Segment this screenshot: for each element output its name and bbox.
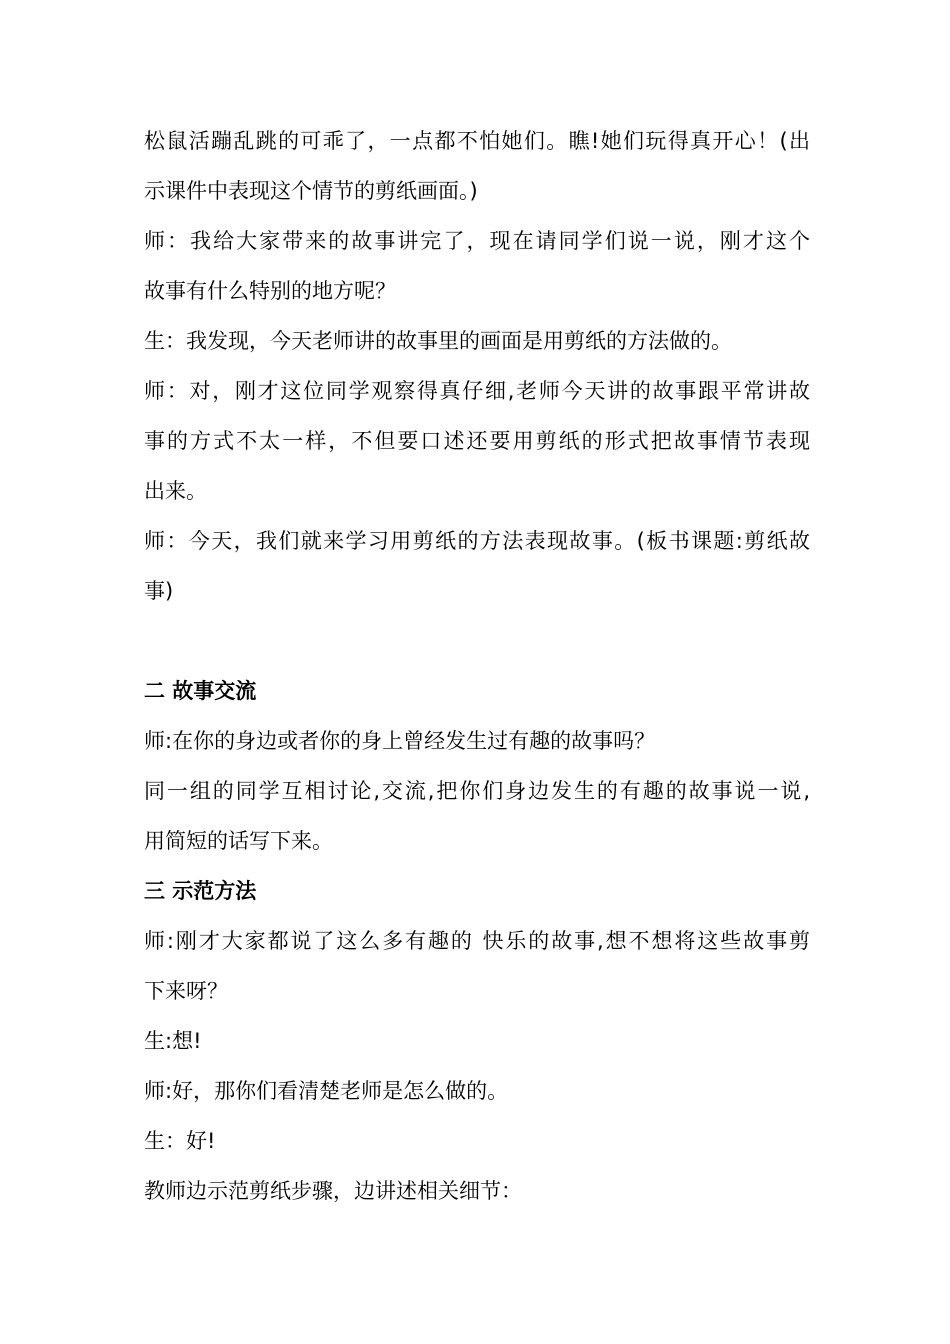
blank-line (144, 616, 810, 666)
paragraph-line: 松鼠活蹦乱跳的可乖了，一点都不怕她们。瞧!她们玩得真开心！(出 (144, 129, 810, 153)
dialogue-line: 师:刚才大家都说了这么多有趣的 快乐的故事,想不想将这些故事剪 (144, 929, 810, 953)
dialogue-line: 师：对，刚才这位同学观察得真仔细,老师今天讲的故事跟平常讲故 (144, 379, 810, 403)
dialogue-line: 师:好，那你们看清楚老师是怎么做的。 (144, 1079, 509, 1103)
dialogue-line: 事) (144, 579, 174, 603)
section-heading: 三 示范方法 (144, 879, 257, 903)
section-heading: 二 故事交流 (144, 679, 257, 703)
dialogue-line: 生：我发现，今天老师讲的故事里的画面是用剪纸的方法做的。 (144, 329, 732, 353)
dialogue-line: 生:想! (144, 1029, 202, 1053)
paragraph-line: 用简短的话写下来。 (144, 829, 333, 853)
dialogue-line: 师：今天，我们就来学习用剪纸的方法表现故事。(板书课题:剪纸故 (144, 529, 810, 553)
document-page (144, 116, 810, 1216)
dialogue-line: 出来。 (144, 479, 207, 503)
dialogue-line: 师：我给大家带来的故事讲完了，现在请同学们说一说，刚才这个 (144, 229, 810, 253)
dialogue-line: 事的方式不太一样，不但要口述还要用剪纸的形式把故事情节表现 (144, 429, 810, 453)
dialogue-line: 生：好! (144, 1129, 216, 1153)
paragraph-line: 教师边示范剪纸步骤，边讲述相关细节： (144, 1179, 522, 1203)
paragraph-line: 示课件中表现这个情节的剪纸画面。) (144, 179, 478, 203)
dialogue-line: 故事有什么特别的地方呢？ (144, 279, 396, 303)
paragraph-line: 同一组的同学互相讨论,交流,把你们身边发生的有趣的故事说一说, (144, 779, 810, 803)
dialogue-line: 下来呀？ (144, 979, 228, 1003)
dialogue-line: 师:在你的身边或者你的身上曾经发生过有趣的故事吗？ (144, 729, 656, 753)
